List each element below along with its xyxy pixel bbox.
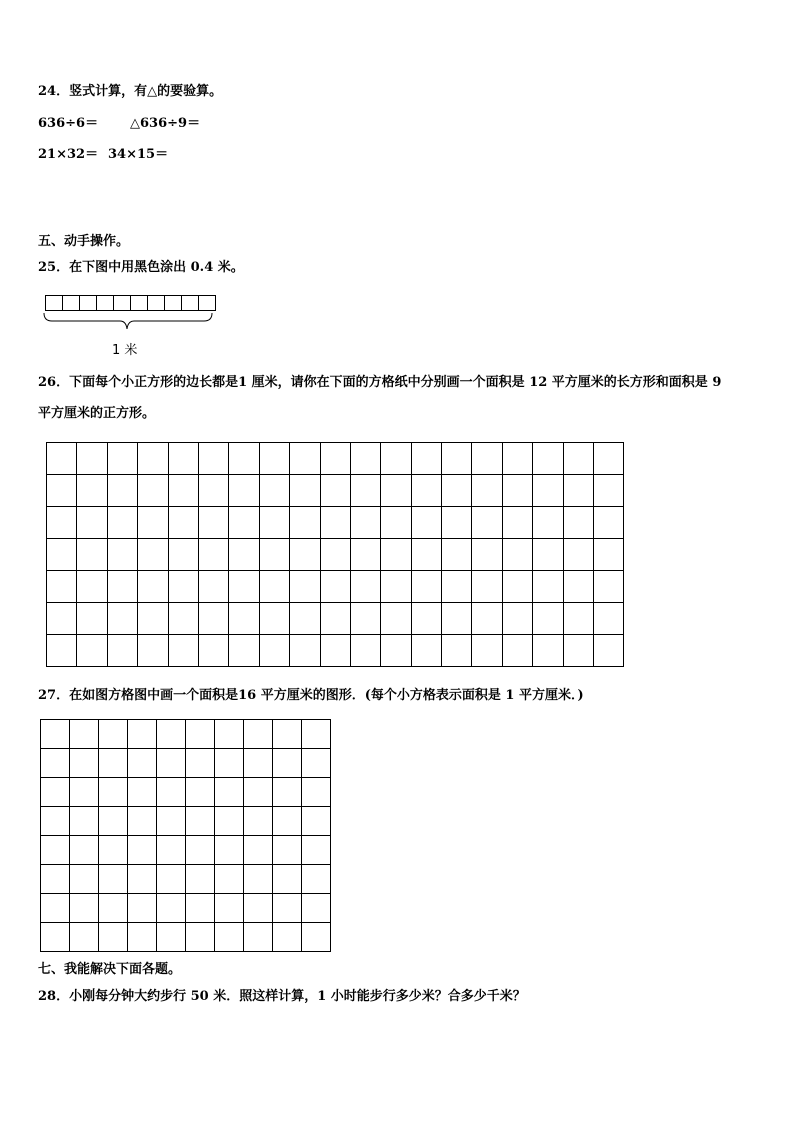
grid-cell[interactable] <box>77 603 107 635</box>
grid-cell[interactable] <box>107 507 137 539</box>
grid-cell[interactable] <box>168 571 198 603</box>
grid-cell[interactable] <box>273 865 302 894</box>
grid-cell[interactable] <box>41 807 70 836</box>
grid-cell[interactable] <box>502 635 532 667</box>
section-5-title: 五、动手操作。 <box>38 234 130 249</box>
grid-cell[interactable] <box>533 475 563 507</box>
brace-icon <box>42 311 217 333</box>
grid-cell[interactable] <box>320 603 350 635</box>
grid-cell[interactable] <box>244 749 273 778</box>
grid-cell[interactable] <box>128 923 157 952</box>
section-7-title: 七、我能解决下面各题。 <box>38 962 182 977</box>
q25-unit-label: 1 米 <box>112 343 138 358</box>
grid-cell[interactable] <box>302 720 331 749</box>
grid-cell[interactable] <box>411 443 441 475</box>
grid-cell[interactable] <box>77 539 107 571</box>
grid-cell[interactable] <box>215 807 244 836</box>
bar-segment[interactable] <box>114 296 131 311</box>
grid-cell[interactable] <box>128 894 157 923</box>
grid-cell[interactable] <box>215 865 244 894</box>
grid-cell[interactable] <box>99 749 128 778</box>
grid-cell[interactable] <box>198 635 228 667</box>
grid-cell[interactable] <box>563 443 593 475</box>
q25-title: 25．在下图中用黑色涂出 0.4 米。 <box>38 260 244 275</box>
grid-cell[interactable] <box>157 720 186 749</box>
grid-cell[interactable] <box>168 603 198 635</box>
grid-cell[interactable] <box>259 603 289 635</box>
grid-cell[interactable] <box>47 603 77 635</box>
bar-segment[interactable] <box>63 296 80 311</box>
grid-cell[interactable] <box>47 539 77 571</box>
grid-cell[interactable] <box>259 475 289 507</box>
grid-cell[interactable] <box>273 778 302 807</box>
grid-cell[interactable] <box>259 507 289 539</box>
grid-cell[interactable] <box>138 571 168 603</box>
grid-cell[interactable] <box>198 603 228 635</box>
q24-expr-4: 34×15＝ <box>108 147 169 162</box>
grid-cell[interactable] <box>128 807 157 836</box>
grid-cell[interactable] <box>411 571 441 603</box>
grid-cell[interactable] <box>259 571 289 603</box>
grid-cell[interactable] <box>320 475 350 507</box>
grid-cell[interactable] <box>47 475 77 507</box>
grid-cell[interactable] <box>41 836 70 865</box>
grid-cell[interactable] <box>229 443 259 475</box>
grid-cell[interactable] <box>320 571 350 603</box>
grid-cell[interactable] <box>502 539 532 571</box>
grid-cell[interactable] <box>70 720 99 749</box>
grid-cell[interactable] <box>563 635 593 667</box>
grid-cell[interactable] <box>472 571 502 603</box>
grid-cell[interactable] <box>41 923 70 952</box>
grid-cell[interactable] <box>244 865 273 894</box>
grid-cell[interactable] <box>442 539 472 571</box>
grid-cell[interactable] <box>47 571 77 603</box>
grid-cell[interactable] <box>533 603 563 635</box>
grid-cell[interactable] <box>77 635 107 667</box>
grid-cell[interactable] <box>350 443 380 475</box>
grid-cell[interactable] <box>533 539 563 571</box>
grid-cell[interactable] <box>273 807 302 836</box>
grid-cell[interactable] <box>70 749 99 778</box>
grid-cell[interactable] <box>138 443 168 475</box>
grid-cell[interactable] <box>472 635 502 667</box>
grid-cell[interactable] <box>138 475 168 507</box>
q26-text-line1: 26．下面每个小正方形的边长都是1 厘米，请你在下面的方格纸中分别画一个面积是 12 平方厘米的长方形和面积是 9 <box>38 375 722 390</box>
grid-cell[interactable] <box>229 603 259 635</box>
grid-cell[interactable] <box>320 507 350 539</box>
grid-cell[interactable] <box>320 443 350 475</box>
q27-grid-paper[interactable] <box>40 719 331 952</box>
grid-cell[interactable] <box>186 865 215 894</box>
grid-cell[interactable] <box>215 923 244 952</box>
grid-cell[interactable] <box>290 635 320 667</box>
grid-cell[interactable] <box>290 603 320 635</box>
grid-cell[interactable] <box>229 571 259 603</box>
grid-cell[interactable] <box>533 507 563 539</box>
grid-cell[interactable] <box>99 720 128 749</box>
q24-expr-3: 21×32＝ <box>38 147 99 162</box>
grid-cell[interactable] <box>290 539 320 571</box>
meter-bar[interactable] <box>45 295 216 311</box>
q27-title: 27．在如图方格图中画一个面积是16 平方厘米的图形．(每个小方格表示面积是 1 平方厘米．) <box>38 688 584 703</box>
grid-cell[interactable] <box>381 603 411 635</box>
grid-cell[interactable] <box>107 443 137 475</box>
grid-cell[interactable] <box>215 836 244 865</box>
grid-cell[interactable] <box>594 443 624 475</box>
grid-cell[interactable] <box>186 836 215 865</box>
grid-cell[interactable] <box>99 836 128 865</box>
grid-cell[interactable] <box>472 539 502 571</box>
grid-cell[interactable] <box>381 635 411 667</box>
grid-cell[interactable] <box>157 923 186 952</box>
grid-cell[interactable] <box>350 635 380 667</box>
q24-expr-2: △636÷9＝ <box>130 116 201 131</box>
grid-cell[interactable] <box>70 923 99 952</box>
grid-cell[interactable] <box>290 475 320 507</box>
grid-cell[interactable] <box>128 836 157 865</box>
q28-title: 28．小刚每分钟大约步行 50 米．照这样计算，1 小时能步行多少米？合多少千米？ <box>38 989 526 1004</box>
grid-cell[interactable] <box>107 571 137 603</box>
grid-cell[interactable] <box>381 571 411 603</box>
grid-cell[interactable] <box>594 507 624 539</box>
grid-cell[interactable] <box>244 836 273 865</box>
grid-cell[interactable] <box>157 865 186 894</box>
grid-cell[interactable] <box>99 923 128 952</box>
grid-cell[interactable] <box>244 894 273 923</box>
grid-cell[interactable] <box>302 894 331 923</box>
q26-grid-paper[interactable] <box>46 442 624 667</box>
grid-cell[interactable] <box>229 475 259 507</box>
grid-cell[interactable] <box>215 894 244 923</box>
grid-cell[interactable] <box>290 571 320 603</box>
grid-cell[interactable] <box>47 507 77 539</box>
grid-cell[interactable] <box>533 635 563 667</box>
grid-cell[interactable] <box>157 778 186 807</box>
grid-cell[interactable] <box>302 807 331 836</box>
grid-cell[interactable] <box>381 443 411 475</box>
grid-cell[interactable] <box>273 894 302 923</box>
grid-cell[interactable] <box>168 475 198 507</box>
grid-cell[interactable] <box>273 836 302 865</box>
grid-cell[interactable] <box>41 865 70 894</box>
grid-cell[interactable] <box>70 778 99 807</box>
grid-cell[interactable] <box>229 507 259 539</box>
grid-cell[interactable] <box>472 475 502 507</box>
grid-cell[interactable] <box>198 539 228 571</box>
grid-cell[interactable] <box>302 778 331 807</box>
grid-cell[interactable] <box>186 720 215 749</box>
grid-cell[interactable] <box>594 539 624 571</box>
grid-cell[interactable] <box>533 443 563 475</box>
grid-cell[interactable] <box>138 507 168 539</box>
grid-cell[interactable] <box>168 507 198 539</box>
grid-cell[interactable] <box>41 894 70 923</box>
bar-segment[interactable] <box>46 296 63 311</box>
grid-cell[interactable] <box>273 923 302 952</box>
grid-cell[interactable] <box>157 894 186 923</box>
grid-cell[interactable] <box>198 443 228 475</box>
grid-cell[interactable] <box>47 443 77 475</box>
grid-cell[interactable] <box>77 475 107 507</box>
grid-cell[interactable] <box>350 603 380 635</box>
grid-cell[interactable] <box>273 720 302 749</box>
grid-cell[interactable] <box>99 894 128 923</box>
grid-cell[interactable] <box>302 836 331 865</box>
grid-cell[interactable] <box>198 571 228 603</box>
grid-cell[interactable] <box>320 539 350 571</box>
bar-segment[interactable] <box>182 296 199 311</box>
q24-title: 24．竖式计算，有△的要验算。 <box>38 84 223 99</box>
grid-cell[interactable] <box>244 807 273 836</box>
grid-cell[interactable] <box>259 539 289 571</box>
grid-cell[interactable] <box>502 443 532 475</box>
grid-cell[interactable] <box>157 749 186 778</box>
grid-cell[interactable] <box>215 749 244 778</box>
grid-cell[interactable] <box>350 507 380 539</box>
grid-cell[interactable] <box>41 778 70 807</box>
grid-cell[interactable] <box>381 507 411 539</box>
grid-cell[interactable] <box>594 475 624 507</box>
grid-cell[interactable] <box>99 778 128 807</box>
grid-cell[interactable] <box>70 807 99 836</box>
grid-cell[interactable] <box>290 443 320 475</box>
bar-segment[interactable] <box>165 296 182 311</box>
grid-cell[interactable] <box>138 635 168 667</box>
grid-cell[interactable] <box>472 603 502 635</box>
grid-cell[interactable] <box>502 603 532 635</box>
bar-segment[interactable] <box>148 296 165 311</box>
grid-cell[interactable] <box>186 778 215 807</box>
grid-cell[interactable] <box>128 720 157 749</box>
grid-cell[interactable] <box>442 475 472 507</box>
grid-cell[interactable] <box>502 571 532 603</box>
grid-cell[interactable] <box>128 778 157 807</box>
grid-cell[interactable] <box>411 539 441 571</box>
bar-segment[interactable] <box>199 296 216 311</box>
grid-cell[interactable] <box>594 571 624 603</box>
grid-cell[interactable] <box>259 635 289 667</box>
grid-cell[interactable] <box>41 720 70 749</box>
grid-cell[interactable] <box>198 507 228 539</box>
q26-text-line2: 平方厘米的正方形。 <box>38 406 156 421</box>
grid-cell[interactable] <box>273 749 302 778</box>
grid-cell[interactable] <box>594 603 624 635</box>
grid-cell[interactable] <box>107 635 137 667</box>
grid-cell[interactable] <box>442 603 472 635</box>
grid-cell[interactable] <box>302 749 331 778</box>
bar-segment[interactable] <box>97 296 114 311</box>
grid-cell[interactable] <box>229 635 259 667</box>
grid-cell[interactable] <box>107 603 137 635</box>
grid-cell[interactable] <box>472 443 502 475</box>
grid-cell[interactable] <box>302 923 331 952</box>
grid-cell[interactable] <box>411 603 441 635</box>
grid-cell[interactable] <box>533 571 563 603</box>
grid-cell[interactable] <box>563 571 593 603</box>
grid-cell[interactable] <box>186 894 215 923</box>
grid-cell[interactable] <box>350 539 380 571</box>
grid-cell[interactable] <box>563 603 593 635</box>
grid-cell[interactable] <box>168 539 198 571</box>
grid-cell[interactable] <box>157 836 186 865</box>
grid-cell[interactable] <box>77 571 107 603</box>
bar-segment[interactable] <box>131 296 148 311</box>
grid-cell[interactable] <box>244 778 273 807</box>
grid-cell[interactable] <box>411 475 441 507</box>
grid-cell[interactable] <box>472 507 502 539</box>
q24-expr-1: 636÷6＝ <box>38 116 99 131</box>
grid-cell[interactable] <box>128 865 157 894</box>
grid-cell[interactable] <box>157 807 186 836</box>
grid-cell[interactable] <box>70 836 99 865</box>
grid-cell[interactable] <box>229 539 259 571</box>
grid-cell[interactable] <box>563 539 593 571</box>
grid-cell[interactable] <box>41 749 70 778</box>
grid-cell[interactable] <box>594 635 624 667</box>
grid-cell[interactable] <box>320 635 350 667</box>
grid-cell[interactable] <box>186 749 215 778</box>
grid-cell[interactable] <box>186 807 215 836</box>
bar-segment[interactable] <box>80 296 97 311</box>
grid-cell[interactable] <box>198 475 228 507</box>
grid-cell[interactable] <box>168 635 198 667</box>
grid-cell[interactable] <box>77 443 107 475</box>
grid-cell[interactable] <box>350 571 380 603</box>
grid-cell[interactable] <box>70 865 99 894</box>
grid-cell[interactable] <box>244 923 273 952</box>
grid-cell[interactable] <box>502 475 532 507</box>
grid-cell[interactable] <box>411 507 441 539</box>
grid-cell[interactable] <box>442 571 472 603</box>
grid-cell[interactable] <box>502 507 532 539</box>
grid-cell[interactable] <box>186 923 215 952</box>
grid-cell[interactable] <box>411 635 441 667</box>
grid-cell[interactable] <box>381 475 411 507</box>
grid-cell[interactable] <box>442 635 472 667</box>
grid-cell[interactable] <box>168 443 198 475</box>
grid-cell[interactable] <box>47 635 77 667</box>
grid-cell[interactable] <box>70 894 99 923</box>
grid-cell[interactable] <box>350 475 380 507</box>
grid-cell[interactable] <box>107 539 137 571</box>
grid-cell[interactable] <box>138 539 168 571</box>
grid-cell[interactable] <box>302 865 331 894</box>
grid-cell[interactable] <box>563 475 593 507</box>
grid-cell[interactable] <box>259 443 289 475</box>
grid-cell[interactable] <box>244 720 273 749</box>
grid-cell[interactable] <box>442 443 472 475</box>
grid-cell[interactable] <box>215 720 244 749</box>
grid-cell[interactable] <box>563 507 593 539</box>
grid-cell[interactable] <box>215 778 244 807</box>
grid-cell[interactable] <box>138 603 168 635</box>
grid-cell[interactable] <box>442 507 472 539</box>
grid-cell[interactable] <box>99 865 128 894</box>
grid-cell[interactable] <box>381 539 411 571</box>
grid-cell[interactable] <box>107 475 137 507</box>
grid-cell[interactable] <box>128 749 157 778</box>
grid-cell[interactable] <box>99 807 128 836</box>
grid-cell[interactable] <box>77 507 107 539</box>
grid-cell[interactable] <box>290 507 320 539</box>
